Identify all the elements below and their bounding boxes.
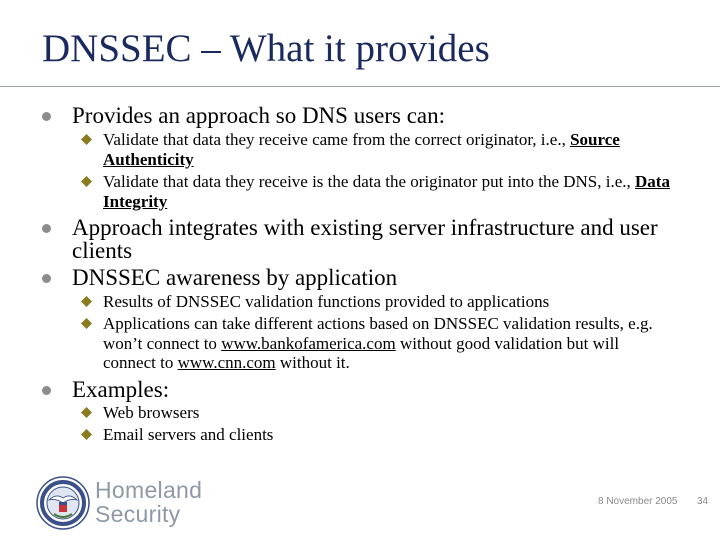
bullet-1-text: Provides an approach so DNS users can:	[72, 103, 446, 128]
diamond-bullet-icon	[81, 429, 92, 440]
bankofamerica-link[interactable]: www.bankofamerica.com	[221, 333, 396, 353]
sub-bullet-1-2-text: Validate that data they receive is the data the originator put into the DNS, i.e.,	[103, 172, 636, 191]
bullet-dot-icon	[42, 274, 51, 283]
bullet-4-text: Examples:	[72, 377, 170, 402]
bullet-2-text: Approach integrates with existing server infrastructure and user clients	[72, 215, 658, 263]
sub-bullet-4-1-text: Web browsers	[103, 403, 200, 422]
title-divider	[0, 86, 720, 87]
dhs-seal-icon	[36, 476, 90, 530]
sub-bullet-1-2	[103, 172, 673, 211]
bullet-2	[72, 216, 672, 262]
page-number: 34	[697, 496, 709, 507]
sub-bullet-4-2	[103, 425, 673, 445]
diamond-bullet-icon	[81, 176, 92, 187]
bullet-4	[72, 378, 672, 401]
source-authenticity-term: Source Authenticity	[103, 130, 620, 169]
bullet-3-text: DNSSEC awareness by application	[72, 265, 398, 290]
diamond-bullet-icon	[81, 296, 92, 307]
diamond-bullet-icon	[81, 134, 92, 145]
data-integrity-term: Data Integrity	[103, 172, 670, 211]
sub-bullet-3-2: Applications can take different actions based on DNSSEC validation results, e.g. won’t connect to www.bankofamerica.com without good validation but will connect to www.cnn.com without it.	[103, 314, 673, 373]
footer-date: 8 November 2005	[598, 496, 678, 507]
bullet-dot-icon	[42, 386, 51, 395]
bullet-dot-icon	[42, 224, 51, 233]
sub-bullet-4-1	[103, 403, 673, 423]
cnn-link[interactable]: www.cnn.com	[177, 353, 276, 372]
sub-bullet-3-1-text: Results of DNSSEC validation functions provided to applications	[103, 292, 550, 311]
diamond-bullet-icon	[81, 318, 92, 329]
sub-bullet-1-1	[103, 130, 673, 169]
sub-bullet-1-1-text: Validate that data they receive came from the correct originator, i.e.,	[103, 130, 571, 149]
bullet-1	[72, 104, 672, 127]
slide-title: DNSSEC – What it provides	[42, 27, 490, 70]
sub-bullet-4-2-text: Email servers and clients	[103, 425, 274, 444]
homeland-security-logo-text: Homeland Security	[95, 477, 203, 527]
bullet-3	[72, 266, 672, 289]
diamond-bullet-icon	[81, 407, 92, 418]
bullet-dot-icon	[42, 112, 51, 121]
sub-bullet-3-1	[103, 292, 673, 312]
